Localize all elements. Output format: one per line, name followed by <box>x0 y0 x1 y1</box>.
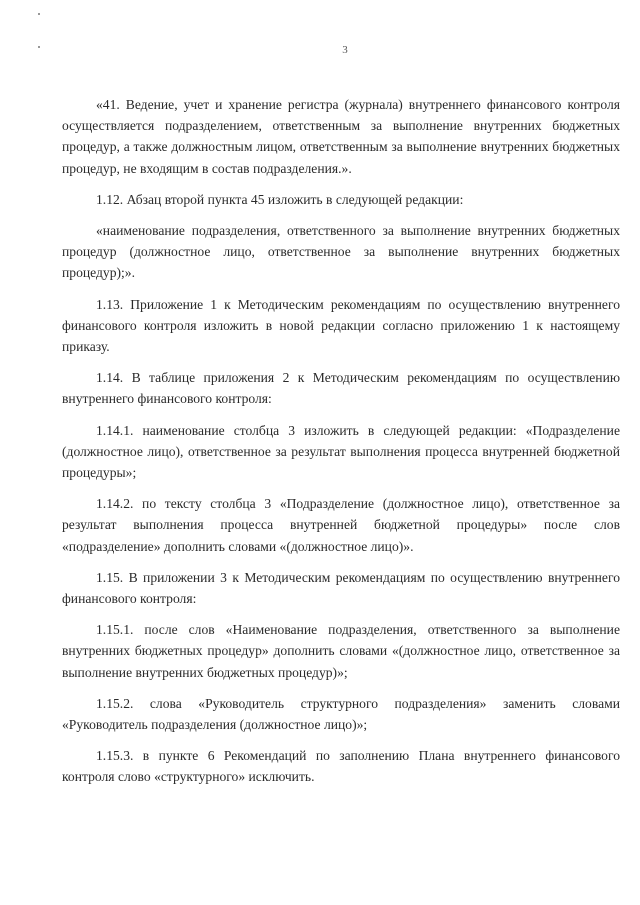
paragraph-1-14-2: 1.14.2. по тексту столбца 3 «Подразделение (должностное лицо), ответственное за результат выполнения процесса внутренней бюджетной процедуры» после слов «подразделение» дополнить словами «(должностное лицо)». <box>62 496 620 554</box>
paragraph-1-15: 1.15. В приложении 3 к Методическим рекомендациям по осуществлению внутреннего финансового контроля: <box>62 569 620 607</box>
paragraph-1-14: 1.14. В таблице приложения 2 к Методическим рекомендациям по осуществлению внутреннего финансового контроля: <box>62 370 620 407</box>
paragraph-1-15-1: 1.15.1. после слов «Наименование подразделения, ответственного за выполнение внутренних бюджетных процедур» дополнить словами «(должностное лицо, ответственное за выполнение внутренних бюджетных процедур)»; <box>62 622 620 680</box>
document-body <box>62 94 620 788</box>
paragraph-1-13: 1.13. Приложение 1 к Методическим рекомендациям по осуществлению внутреннего финансового контроля изложить в новой редакции согласно приложению 1 к настоящему приказу. <box>62 296 620 355</box>
paragraph-quote-45: «наименование подразделения, ответственного за выполнение внутренних бюджетных процедур (должностное лицо, ответственное за выполнение внутренних бюджетных процедур);». <box>62 223 620 281</box>
paragraph-1-14-1: 1.14.1. наименование столбца 3 изложить в следующей редакции: «Подразделение (должностное лицо), ответственное за результат выполнения процесса внутренней бюджетной процедуры»; <box>62 422 620 481</box>
paragraph-1-15-2: 1.15.2. слова «Руководитель структурного подразделения» заменить словами «Руководитель подразделения (должностное лицо)»; <box>62 695 620 733</box>
paragraph-1-15-3: 1.15.3. в пункте 6 Рекомендаций по заполнению Плана внутреннего финансового контроля слово «структурного» исключить. <box>62 748 620 785</box>
scan-speck <box>38 13 40 15</box>
page-number: 3 <box>342 44 348 56</box>
paragraph-1-12: 1.12. Абзац второй пункта 45 изложить в следующей редакции: <box>96 191 464 207</box>
paragraph-41: «41. Ведение, учет и хранение регистра (журнала) внутреннего финансового контроля осуществляется подразделением, ответственным за выполнение внутренних бюджетных процедур, а также должностным лицом, ответственным за выполнение внутренних бюджетных процедур, не входящим в состав подразделения.». <box>62 97 620 176</box>
